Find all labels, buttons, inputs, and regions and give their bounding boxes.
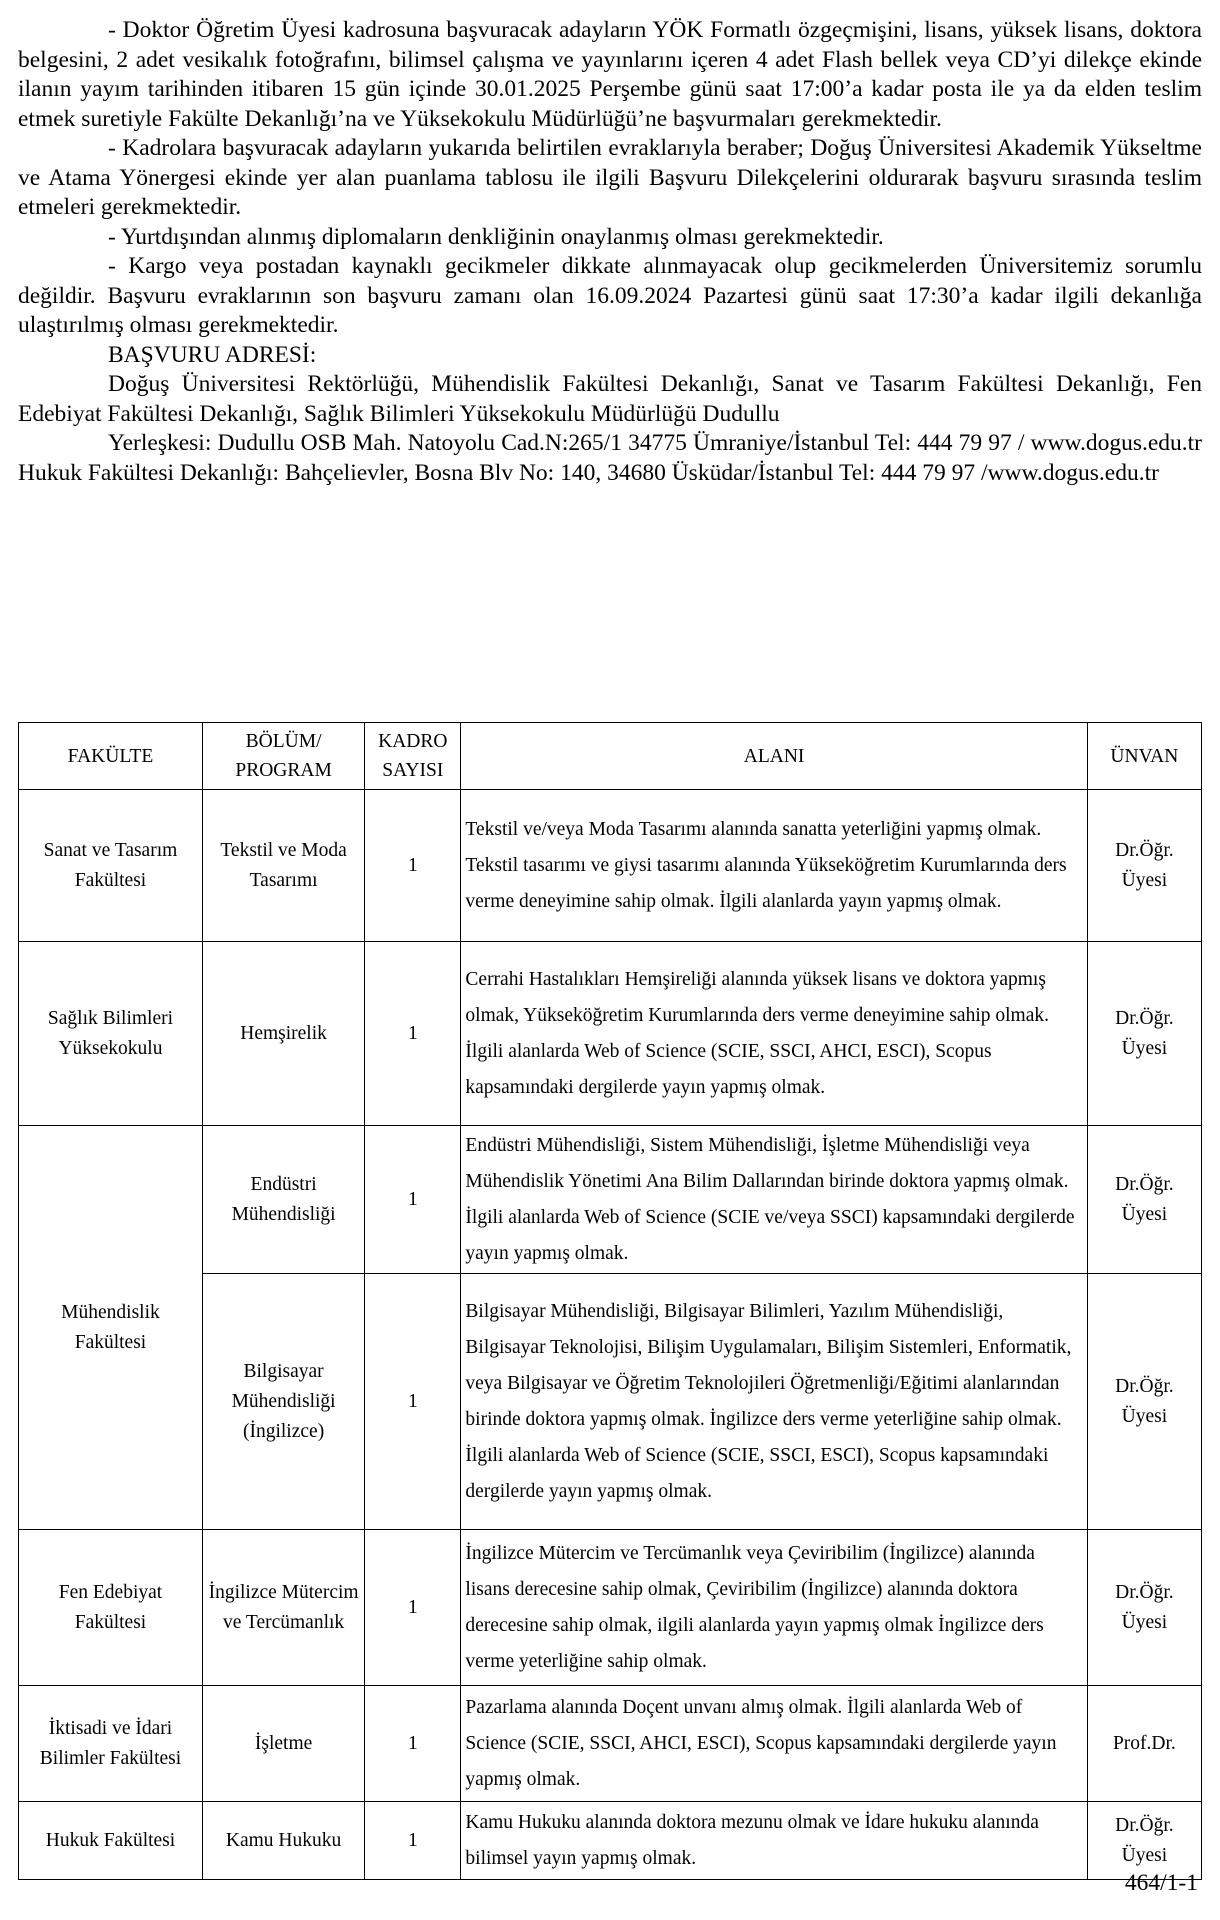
address-line-2: Yerleşkesi: Dudullu OSB Mah. Natoyolu Cad.N:265/1 34775 Ümraniye/İstanbul Tel: 444 79 97 / www.dogus.edu.tr Hukuk Fakültesi Dekanlığı: Bahçelievler, Bosna Blv No: 140, 34680 Üsküdar/İstanbul Tel: 444 79 97 /www.dogus.edu.tr (18, 430, 1202, 486)
cell-unvan: Dr.Öğr. Üyesi (1087, 1802, 1201, 1880)
header-fakulte: FAKÜLTE (19, 723, 203, 790)
cell-kadro: 1 (365, 1530, 461, 1686)
cell-alan: Endüstri Mühendisliği, Sistem Mühendisliği, İşletme Mühendisliği veya Mühendislik Yönetimi Ana Bilim Dallarından birinde doktora yapmış olmak. İlgili alanlarda Web of Science (SCIE ve/veya SSCI) kapsamındaki dergilerde yayın yapmış olmak. (461, 1126, 1087, 1274)
cell-fakulte: Fen Edebiyat Fakültesi (19, 1530, 203, 1686)
cell-bolum: Bilgisayar Mühendisliği (İngilizce) (202, 1274, 364, 1530)
cell-unvan: Dr.Öğr. Üyesi (1087, 1274, 1201, 1530)
cell-unvan: Dr.Öğr. Üyesi (1087, 790, 1201, 942)
cell-fakulte: Sanat ve Tasarım Fakültesi (19, 790, 203, 942)
cell-unvan: Dr.Öğr. Üyesi (1087, 1530, 1201, 1686)
address-line-1: Doğuş Üniversitesi Rektörlüğü, Mühendislik Fakültesi Dekanlığı, Sanat ve Tasarım Fakültesi Dekanlığı, Fen Edebiyat Fakültesi Dekanlığı, Sağlık Bilimleri Yüksekokulu Müdürlüğü Dudullu (18, 371, 1202, 427)
cell-unvan: Dr.Öğr. Üyesi (1087, 1126, 1201, 1274)
cell-kadro: 1 (365, 1274, 461, 1530)
cell-kadro: 1 (365, 942, 461, 1126)
cell-bolum: Tekstil ve Moda Tasarımı (202, 790, 364, 942)
table-row (19, 942, 1202, 1126)
cell-fakulte: Mühendislik Fakültesi (19, 1126, 203, 1530)
paragraph-application-documents: - Doktor Öğretim Üyesi kadrosuna başvuracak adayların YÖK Formatlı özgeçmişini, lisans, yüksek lisans, doktora belgesini, 2 adet vesikalık fotoğrafını, bilimsel çalışma ve yayınlarını içeren 4 adet Flash bellek veya CD’yi dilekçe ekinde ilanın yayım tarihinden itibaren 15 gün içinde 30.01.2025 Perşembe günü saat 17:00’a kadar posta ile ya da elden teslim etmek suretiyle Fakülte Dekanlığı’na ve Yüksekokulu Müdürlüğü’ne başvurmaları gerekmektedir. (18, 17, 1202, 132)
cell-alan: Tekstil ve/veya Moda Tasarımı alanında sanatta yeterliğini yapmış olmak. Tekstil tasarımı ve giysi tasarımı alanında Yükseköğretim Kurumlarında ders verme deneyimine sahip olmak. İlgili alanlarda yayın yapmış olmak. (461, 790, 1087, 942)
cell-bolum: İşletme (202, 1686, 364, 1802)
cell-kadro: 1 (365, 790, 461, 942)
cell-alan: Pazarlama alanında Doçent unvanı almış olmak. İlgili alanlarda Web of Science (SCIE, SSCI, AHCI, ESCI), Scopus kapsamındaki dergilerde yayın yapmış olmak. (461, 1686, 1087, 1802)
cell-unvan: Dr.Öğr. Üyesi (1087, 942, 1201, 1126)
cell-alan: Cerrahi Hastalıkları Hemşireliği alanında yüksek lisans ve doktora yapmış olmak, Yükseköğretim Kurumlarında ders verme deneyimine sahip olmak. İlgili alanlarda Web of Science (SCIE, SSCI, AHCI, ESCI), Scopus kapsamındaki dergilerde yayın yapmış olmak. (461, 942, 1087, 1126)
table-row (19, 1686, 1202, 1802)
cell-bolum: Endüstri Mühendisliği (202, 1126, 364, 1274)
cell-bolum: Hemşirelik (202, 942, 364, 1126)
position-table (18, 722, 1202, 1880)
page-number: 464/1-1 (1124, 1870, 1198, 1896)
cell-fakulte: İktisadi ve İdari Bilimler Fakültesi (19, 1686, 203, 1802)
cell-bolum: İngilizce Mütercim ve Tercümanlık (202, 1530, 364, 1686)
cell-bolum: Kamu Hukuku (202, 1802, 364, 1880)
table-row (19, 1126, 1202, 1274)
cell-alan: İngilizce Mütercim ve Tercümanlık veya Çeviribilim (İngilizce) alanında lisans derecesine sahip olmak, Çeviribilim (İngilizce) alanında doktora derecesine sahip olmak, ilgili alanlarda yayın yapmış olmak İngilizce ders verme yeterliğine sahip olmak. (461, 1530, 1087, 1686)
address-title: BAŞVURU ADRESİ: (108, 341, 317, 368)
cell-alan: Bilgisayar Mühendisliği, Bilgisayar Bilimleri, Yazılım Mühendisliği, Bilgisayar Teknolojisi, Bilişim Uygulamaları, Bilişim Sistemleri, Enformatik, veya Bilgisayar ve Öğretim Teknolojileri Öğretmenliği/Eğitimi alanlarından birinde doktora yapmış olmak. İngilizce ders verme yeterliğine sahip olmak. İlgili alanlarda Web of Science (SCIE, SSCI, ESCI), Scopus kapsamındaki dergilerde yayın yapmış olmak. (461, 1274, 1087, 1530)
cell-unvan: Prof.Dr. (1087, 1686, 1201, 1802)
table-header-row (19, 723, 1202, 790)
paragraph-scoring-table: - Kadrolara başvuracak adayların yukarıda belirtilen evraklarıyla beraber; Doğuş Üniversitesi Akademik Yükseltme ve Atama Yönergesi ekinde yer alan puanlama tablosu ile ilgili Başvuru Dilekçelerini oldurarak başvuru sırasında teslim etmeleri gerekmektedir. (18, 135, 1202, 220)
header-alan: ALANI (461, 723, 1087, 790)
cell-fakulte: Hukuk Fakültesi (19, 1802, 203, 1880)
paragraph-postal-delays: - Kargo veya postadan kaynaklı gecikmeler dikkate alınmayacak olup gecikmelerden Üniversitemiz sorumlu değildir. Başvuru evraklarının son başvuru zamanı olan 16.09.2024 Pazartesi günü saat 17:30’a kadar ilgili dekanlığa ulaştırılmış olması gerekmektedir. (18, 253, 1202, 338)
announcement-page (18, 0, 1202, 1869)
table-row (19, 1530, 1202, 1686)
table-row (19, 790, 1202, 942)
cell-kadro: 1 (365, 1686, 461, 1802)
header-unvan: ÜNVAN (1087, 723, 1201, 790)
cell-kadro: 1 (365, 1802, 461, 1880)
cell-kadro: 1 (365, 1126, 461, 1274)
cell-fakulte: Sağlık Bilimleri Yüksekokulu (19, 942, 203, 1126)
table-row (19, 1802, 1202, 1880)
header-kadro: KADRO SAYISI (365, 723, 461, 790)
header-bolum: BÖLÜM/ PROGRAM (202, 723, 364, 790)
paragraph-diploma-equivalence: - Yurtdışından alınmış diplomaların denkliğinin onaylanmış olması gerekmektedir. (108, 223, 884, 250)
cell-alan: Kamu Hukuku alanında doktora mezunu olmak ve İdare hukuku alanında bilimsel yayın yapmış olmak. (461, 1802, 1087, 1880)
